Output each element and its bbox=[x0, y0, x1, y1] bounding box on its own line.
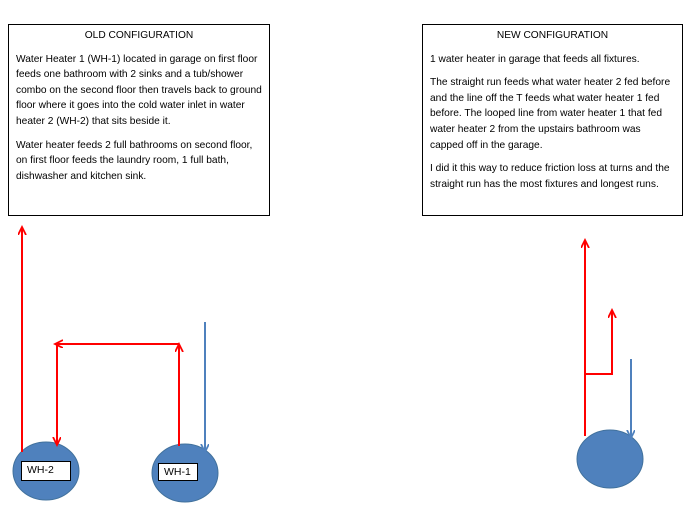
new-configuration-title: NEW CONFIGURATION bbox=[496, 30, 609, 41]
old-configuration-title: OLD CONFIGURATION bbox=[84, 30, 194, 41]
new-configuration-paragraph-3: I did it this way to reduce friction loss at turns and the straight run has the most fixtures and longest runs. bbox=[430, 163, 670, 190]
old-configuration-paragraph-2: Water heater feeds 2 full bathrooms on second floor, on first floor feeds the laundry room, 1 full bath, dishwasher and kitchen sink. bbox=[16, 139, 253, 182]
new-water-heater-tank bbox=[577, 430, 643, 488]
wh1-label: WH-1 bbox=[158, 463, 198, 481]
wh2-label: WH-2 bbox=[21, 461, 71, 481]
new-tee-branch-line bbox=[585, 311, 612, 374]
old-configuration-paragraph-1: Water Heater 1 (WH-1) located in garage on first floor feeds one bathroom with 2 sinks and a tub/shower combo on the second floor then travels back to ground floor where it goes into the cold water inlet in water heater 2 (WH-2) that sits beside it. bbox=[16, 53, 262, 127]
new-configuration-paragraph-2: The straight run feeds what water heater 2 fed before and the line off the T feeds what water heater 1 fed before. The looped line from water heater 1 that fed water heater 2 from the upstairs bathroom was capped off in the garage. bbox=[430, 77, 671, 151]
new-configuration-paragraph-1: 1 water heater in garage that feeds all fixtures. bbox=[430, 53, 640, 65]
